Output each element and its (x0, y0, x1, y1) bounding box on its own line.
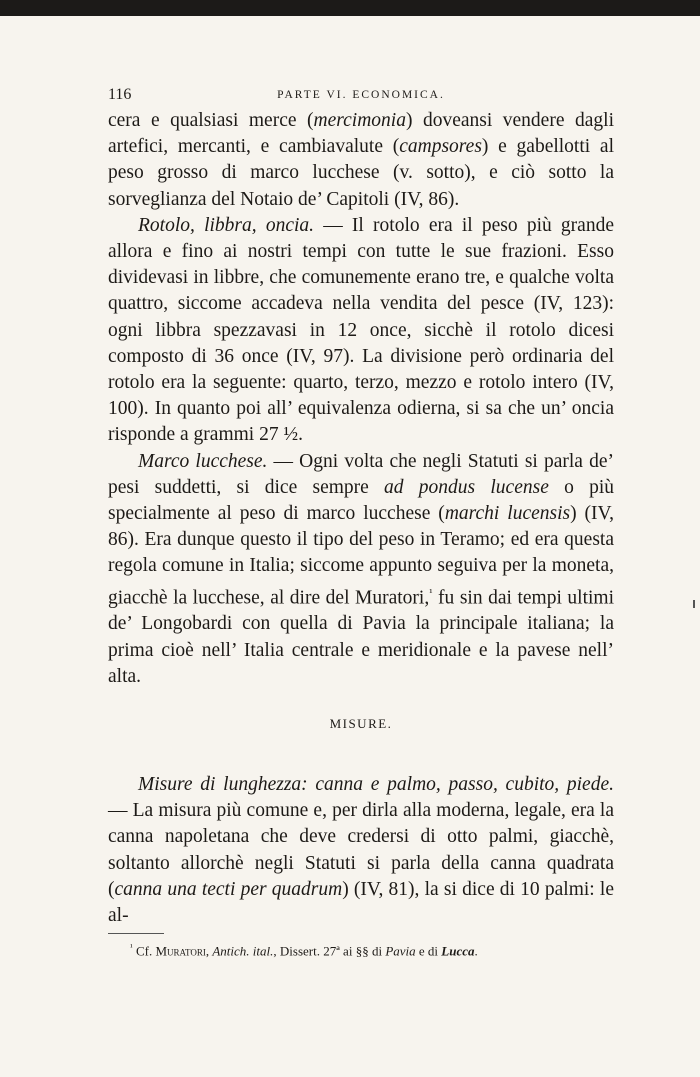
section-heading-misure: MISURE. (329, 715, 393, 731)
book-page (108, 86, 614, 963)
paragraph-marco: Marco lucchese. — Ogni volta che negli Statuti si parla de’ pesi suddetti, si dice sempre ad pondus lucense o più specialmente al peso di marco lucchese (marchi lucensis) (IV, 86). Era dunque questo il tipo del peso in Teramo; ed era questa regola comune in Italia; siccome appunto seguiva per la moneta, giacchè la lucchese, al dire del Muratori,$^{^1}$ fu sin dai tempi ultimi de’ Longobardi con quella di Pavia la principale italiana; la prima cioè nell’ Italia centrale e meridionale e la pavese nell’ alta. (108, 450, 614, 687)
running-head (108, 86, 614, 108)
scan-top-border (0, 0, 700, 16)
running-title: PARTE VI. ECONOMICA. (277, 89, 445, 101)
body-text (108, 108, 614, 929)
rotolo-heading: Rotolo, libbra, oncia. (138, 214, 315, 236)
paragraph-misure: Misure di lunghezza: canna e palmo, passo, cubito, piede. — La misura più comune e, per dirla alla moderna, legale, era la canna napoletana che deve credersi di otto palmi, giacchè, soltanto allorchè negli Statuti si parla della canna quadrata (canna una tecti per quadrum) (IV, 81), la si dice di 10 palmi: le al- (108, 773, 614, 926)
misure-heading: Misure di lunghezza: canna e palmo, passo, cubito, piede. (138, 773, 614, 795)
footnote-divider (108, 933, 164, 934)
scan-edge-mark (693, 600, 695, 608)
paragraph-rotolo: Rotolo, libbra, oncia. — Il rotolo era il peso più grande allora e fino ai nostri tempi con tutte le sue frazioni. Esso dividevasi in libbre, che comunemente erano tre, e qualche volta quattro, siccome accadeva nella vendita del pesce (IV, 123): ogni libbra spezzavasi in 12 once, sicchè il rotolo dicesi composto di 36 once (IV, 97). La divisione però ordinaria del rotolo era la seguente: quarto, terzo, mezzo e rotolo intero (IV, 100). In quanto poi all’ equivalenza odierna, si sa che un’ oncia risponde a grammi 27 ½. (108, 214, 614, 446)
page-number: 116 (108, 86, 132, 103)
marco-heading: Marco lucchese. (138, 450, 268, 472)
footnote: $^{^1}$ Cf. Muratori, Antich. ital., Dissert. 27ª ai §§ di Pavia e di Lucca. (130, 942, 478, 959)
footnote-reference[interactable]: ¹ (429, 586, 433, 599)
paragraph-cera: cera e qualsiasi merce (mercimonia) doveansi vendere dagli artefici, mercanti, e cambiavalute (campsores) e gabellotti al peso grosso di marco lucchese (v. sotto), e ciò sotto la sorveglianza del Notaio de’ Capitoli (IV, 86). (108, 110, 614, 210)
